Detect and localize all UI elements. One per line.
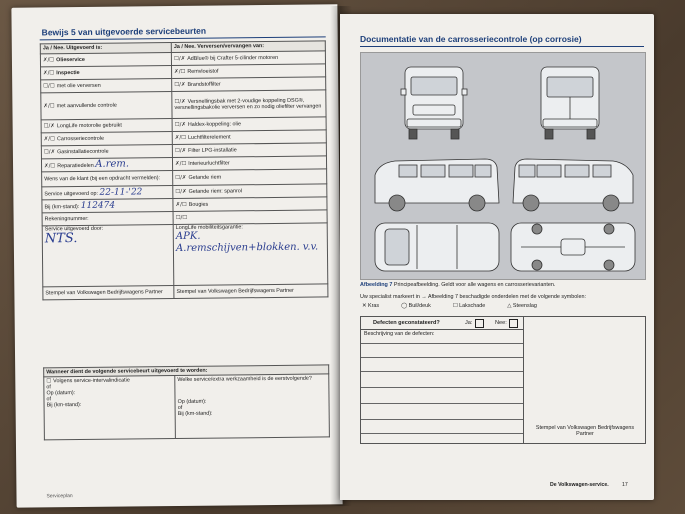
defect-line (361, 419, 523, 420)
yes-label: Ja: (465, 320, 473, 326)
row-item: Haldex-koppeling: olie (187, 121, 241, 128)
row-item: Versnellingsbak met 2-voudige koppeling DSG®, versnellingsbakolie verversen en zo nodig oliefilter vervangen (174, 97, 322, 112)
row-item: Filter LPG-installatie (188, 147, 237, 154)
describe-defects-label: Beschrijving van de defecten: (364, 331, 435, 337)
defect-line (361, 433, 523, 434)
stamp-label-right: Stempel van Volkswagen Bedrijfswagens Partner (176, 287, 294, 295)
legend-stone-chip: △ Steenslag (507, 303, 537, 309)
checkbox-pair: ☐/✗ (43, 123, 55, 130)
row-item: Getande riem: spanrol (188, 188, 242, 195)
checkbox-pair: ☐/✗ (174, 98, 186, 105)
table-row (42, 223, 328, 287)
van-left-side-view (375, 159, 499, 211)
handwritten-longlife-1: APK. (175, 230, 201, 243)
table-row (43, 284, 328, 300)
row-label: Rekeningnummer: (44, 215, 89, 223)
checkbox-pair: ✗/☐ (174, 68, 186, 75)
checkbox-pair: ✗/☐ (43, 103, 55, 110)
checkbox-pair: ✗/☐ (44, 163, 56, 170)
stamp-label: Stempel van Volkswagen Bedrijfswagens Partner (535, 425, 635, 437)
vehicle-diagram (360, 52, 646, 280)
defect-line (361, 387, 523, 388)
row-label: met aanvullende controle (56, 102, 117, 110)
next-service-header: Wanneer dient de volgende servicebeurt uitgevoerd te worden: (44, 365, 329, 377)
row-item: Luchtfilterelement (187, 134, 231, 141)
right-page (340, 14, 654, 500)
handwritten-km: 112474 (80, 200, 116, 211)
left-page (11, 4, 342, 507)
checkbox-pair: ☐/✗ (43, 149, 56, 156)
row-label: Service uitgevoerd op: (44, 190, 99, 198)
row-label: LongLife motorolie gebruikt (56, 122, 122, 130)
next-left-date: Op (datum): (46, 390, 76, 397)
row-item: Getande riem (188, 174, 222, 181)
van-views-svg (361, 53, 645, 279)
performed-by-label: Service uitgevoerd door: (44, 225, 104, 233)
title-rule (40, 36, 326, 40)
van-right-side-view (513, 159, 633, 211)
longlife-label: LongLife mobiliteitsgarantie: (175, 224, 243, 232)
figure-caption (360, 282, 555, 288)
caption-text: Principeafbeelding. Geldt voor alle wagens en carrosserievarianten. (393, 282, 556, 288)
next-left-label: ☐ Volgens service-intervalindicatie (46, 377, 130, 385)
checkbox-pair: ☐/✗ (174, 81, 186, 88)
handwritten-longlife-2: A.remschijven+blokken. v.v. (175, 241, 319, 254)
row-label: Inspectie (56, 69, 80, 77)
defects-question-row (361, 317, 523, 330)
left-page-title: Bewijs 5 van uitgevoerde servicebeurten (41, 25, 207, 38)
row-label: Olieservice (56, 56, 85, 64)
next-right-date: Op (datum): (177, 398, 207, 406)
handwritten-signature: NTS. (44, 231, 78, 247)
checkbox-pair: ☐/✗ (175, 188, 187, 195)
right-footer: De Volkswagen-service. (550, 482, 609, 488)
defect-line (361, 343, 523, 344)
legend-scratch: ✕ Kras (362, 303, 380, 309)
row-label: Gasinstallatiecontrole (57, 148, 109, 156)
row-item: AdBlue® bij Crafter 5-cilinder motoren (187, 54, 279, 62)
next-left-km: Bij (km-stand): (46, 402, 82, 409)
checkbox-pair: ☐/✗ (173, 55, 186, 62)
checkbox-pair: ✗/☐ (175, 201, 187, 208)
row-label: Bij (km-stand): (44, 203, 80, 211)
next-right-question: Welke service/extra werkzaamheid is de eerstvolgende? (177, 375, 312, 384)
checkbox-icon: ☐ (46, 378, 52, 385)
van-rear-view (541, 67, 599, 139)
service-table (40, 40, 329, 300)
checkbox-pair: ✗/☐ (174, 134, 187, 141)
or-label: of (46, 384, 51, 391)
row-label: Reparatiedelen (57, 163, 94, 170)
defects-question: Defecten geconstateerd? (373, 320, 440, 326)
checkbox-pair: ☐/☐ (175, 214, 188, 221)
checkbox-pair: ✗/☐ (43, 136, 55, 143)
checkbox-pair: ☐/✗ (174, 147, 187, 154)
instruction-text: Uw specialist markeert in → Afbeelding 7 beschadigde onderdelen met de volgende symbolen: (360, 294, 586, 300)
handwritten-date: 22-11-'22 (99, 187, 143, 198)
yes-checkbox[interactable] (475, 319, 484, 328)
defect-line (361, 371, 523, 372)
defect-line (361, 403, 523, 404)
checkbox-pair: ✗/☐ (42, 57, 55, 64)
table-row (41, 90, 326, 120)
row-label: Wens van de klant (bij een opdracht vermelden): (44, 175, 161, 183)
legend-paint-damage: ☐ Lakschade (452, 303, 486, 309)
defect-line (361, 357, 523, 358)
van-top-view (375, 223, 499, 271)
row-label: met olie verversen (56, 82, 101, 90)
checkbox-pair: ☐/☐ (43, 83, 55, 90)
checkbox-pair: ☐/✗ (175, 174, 187, 181)
left-footer: Serviceplan (46, 493, 73, 500)
row-item: Brandstoffilter (187, 81, 221, 88)
checkbox-pair: ☐/✗ (174, 121, 186, 128)
or-label: of (177, 404, 183, 412)
row-item: Bougies (188, 201, 209, 208)
next-right-km: Bij (km-stand): (177, 410, 213, 418)
col1-header: Ja / Nee. Uitgevoerd is: (40, 43, 171, 54)
stamp-label-left: Stempel van Volkswagen Bedrijfswagens Partner (45, 289, 163, 297)
no-label: Nee: (495, 320, 507, 326)
next-service-table (43, 364, 330, 440)
form-divider (523, 317, 524, 443)
van-front-view (401, 67, 467, 139)
or-label: of (46, 396, 52, 403)
damage-legend (362, 303, 537, 309)
checkbox-pair: ✗/☐ (43, 70, 55, 77)
row-item: Remvloeistof (187, 68, 219, 75)
defects-form (360, 316, 646, 444)
row-label: Carrosseriecontrole (56, 135, 105, 143)
caption-label: Afbeelding 7 (360, 282, 393, 288)
title-rule (360, 46, 644, 47)
col2-header: Ja / Nee. Verversen/vervangen van: (171, 41, 325, 53)
handwritten-repair: A.rem. (95, 158, 130, 171)
van-underbody-view (511, 223, 635, 271)
row-item: Interieurluchtfilter (188, 160, 230, 167)
no-checkbox[interactable] (509, 319, 518, 328)
page-number: 17 (622, 482, 628, 488)
right-page-title: Documentatie van de carrosseriecontrole (op corrosie) (360, 34, 582, 44)
legend-dent: ◯ Buil/deuk (401, 303, 431, 309)
checkbox-pair: ✗/☐ (175, 160, 187, 167)
